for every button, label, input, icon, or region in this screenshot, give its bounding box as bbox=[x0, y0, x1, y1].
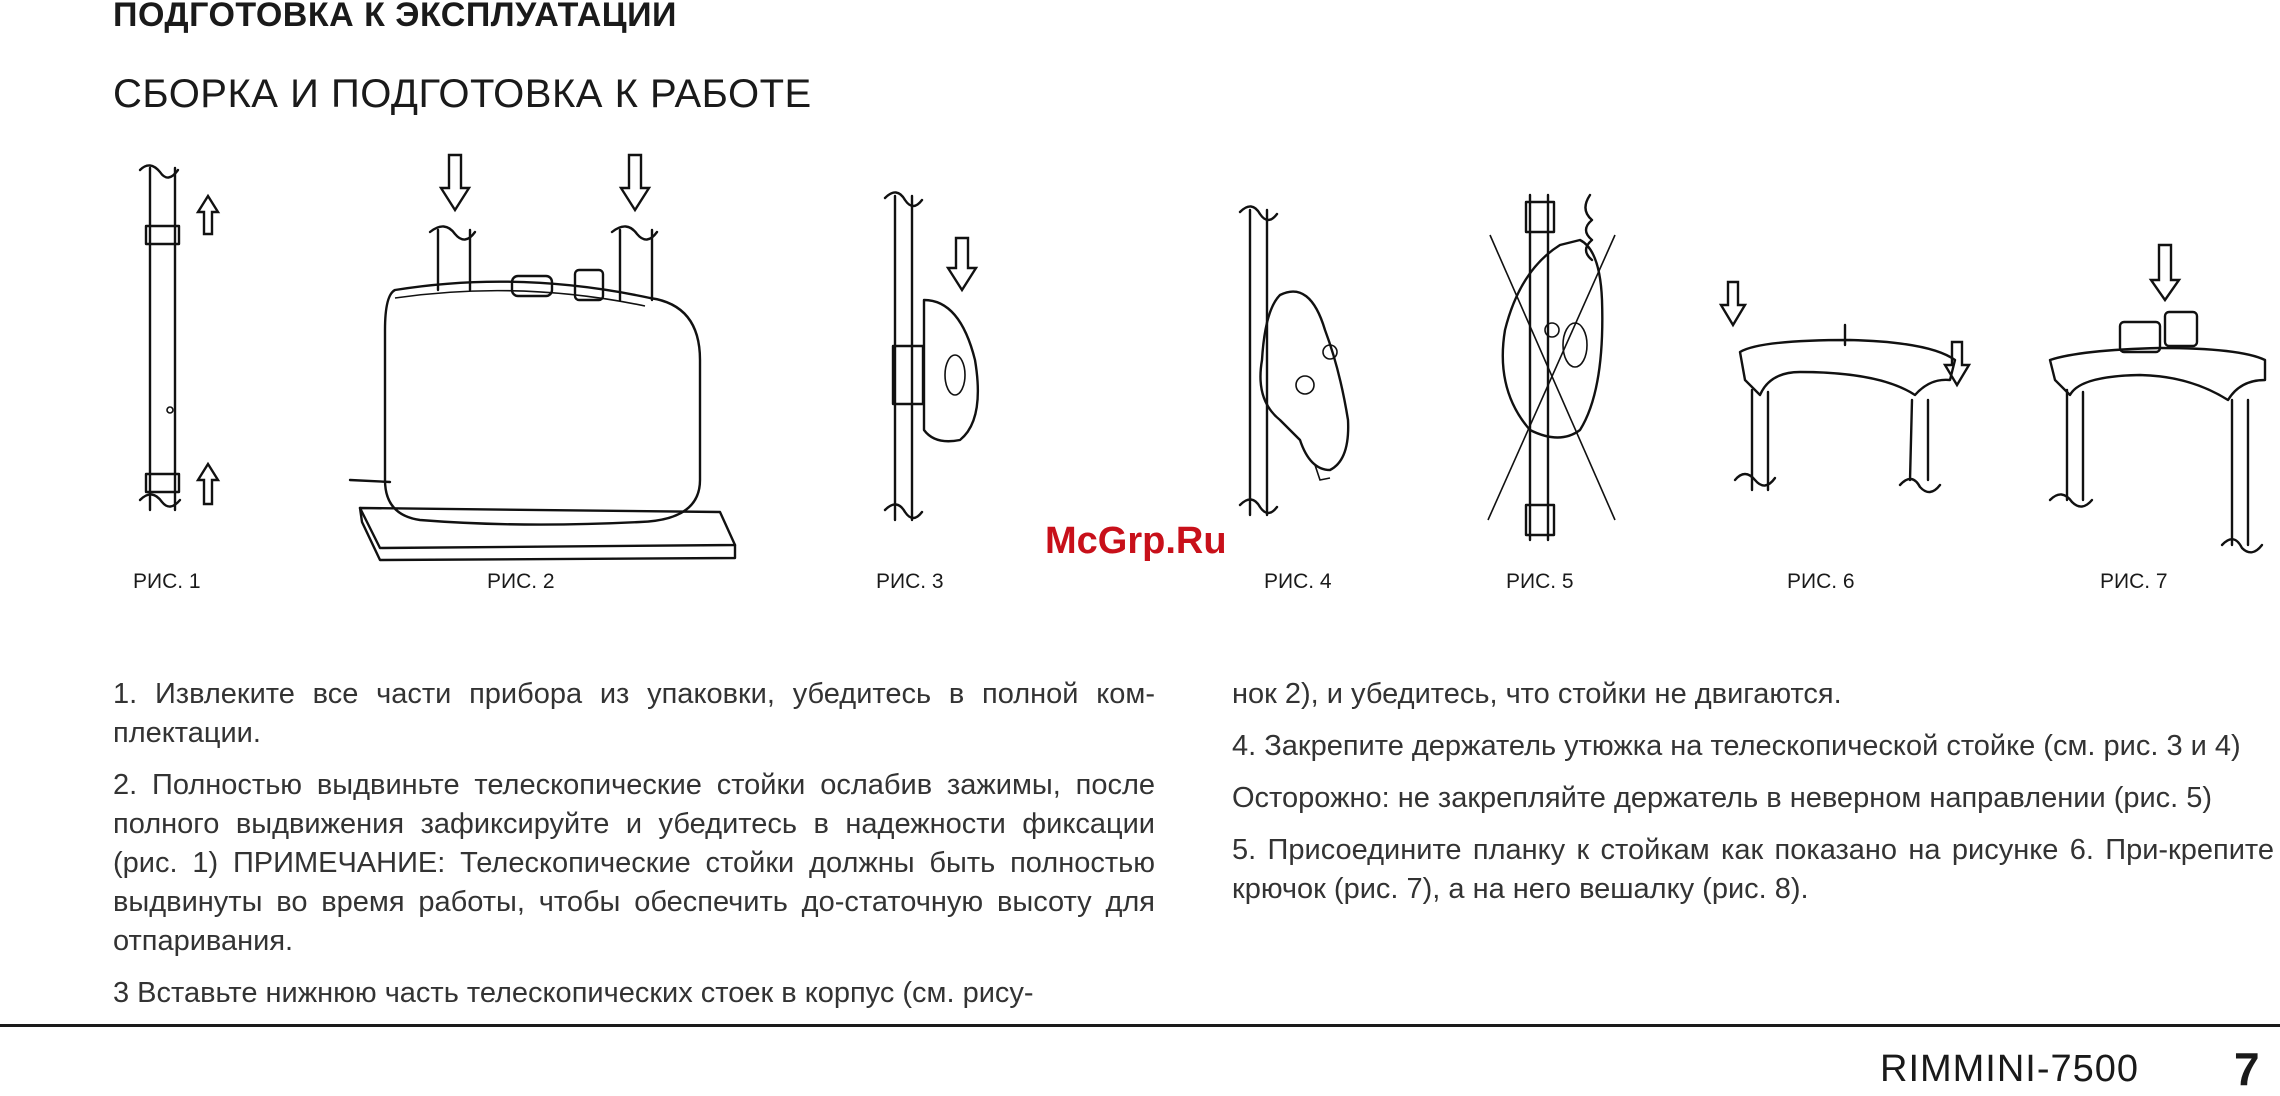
fig4-iron-holder-icon bbox=[1240, 206, 1348, 515]
page-subtitle: СБОРКА И ПОДГОТОВКА К РАБОТЕ bbox=[113, 72, 812, 116]
page-number: 7 bbox=[2234, 1043, 2260, 1095]
fig2-steamer-body-icon bbox=[350, 155, 735, 560]
fig5-caption: РИС. 5 bbox=[1506, 570, 1574, 593]
fig1-telescopic-pole-icon bbox=[140, 165, 218, 510]
fig7-caption: РИС. 7 bbox=[2100, 570, 2168, 593]
model-name: RIMMINI-7500 bbox=[1880, 1048, 2140, 1090]
section-title: ПОДГОТОВКА К ЭКСПЛУАТАЦИИ bbox=[113, 0, 677, 34]
paragraph: 2. Полностью выдвиньте телескопические стойки ослабив зажимы, после полного выдвижения зафиксируйте и убедитесь в надежности фиксации (рис. 1) ПРИМЕЧАНИЕ: Телескопические стойки должны быть полностью выдвинуты во время работы, чтобы обеспечить до-статочную высоту для отпаривания. bbox=[113, 769, 1155, 957]
footer-divider bbox=[0, 1024, 2280, 1027]
watermark: McGrp.Ru bbox=[1045, 520, 1227, 562]
paragraph: нок 2), и убедитесь, что стойки не двигаются. bbox=[1232, 678, 1842, 710]
paragraph: Осторожно: не закрепляйте держатель в неверном направлении (рис. 5) bbox=[1232, 782, 2213, 814]
fig5-wrong-direction-icon bbox=[1488, 195, 1615, 540]
instructions-left-column bbox=[113, 675, 1155, 1026]
fig2-caption: РИС. 2 bbox=[487, 570, 555, 593]
fig6-caption: РИС. 6 bbox=[1787, 570, 1855, 593]
paragraph: 5. Присоедините планку к стойкам как показано на рисунке 6. При-крепите крючок (рис. 7), а на него вешалку (рис. 8). bbox=[1232, 834, 2274, 905]
fig7-hook-icon bbox=[2050, 245, 2265, 552]
fig1-caption: РИС. 1 bbox=[133, 570, 201, 593]
fig3-iron-holder-icon bbox=[885, 192, 978, 520]
instructions-right-column bbox=[1232, 675, 2274, 922]
paragraph: 1. Извлеките все части прибора из упаковки, убедитесь в полной ком-плектации. bbox=[113, 678, 1155, 749]
paragraph: 3 Вставьте нижнюю часть телескопических стоек в корпус (см. рису- bbox=[113, 977, 1034, 1009]
fig4-caption: РИС. 4 bbox=[1264, 570, 1332, 593]
paragraph: 4. Закрепите держатель утюжка на телескопической стойке (см. рис. 3 и 4) bbox=[1232, 730, 2241, 762]
fig3-caption: РИС. 3 bbox=[876, 570, 944, 593]
fig6-crossbar-icon bbox=[1721, 282, 1969, 492]
